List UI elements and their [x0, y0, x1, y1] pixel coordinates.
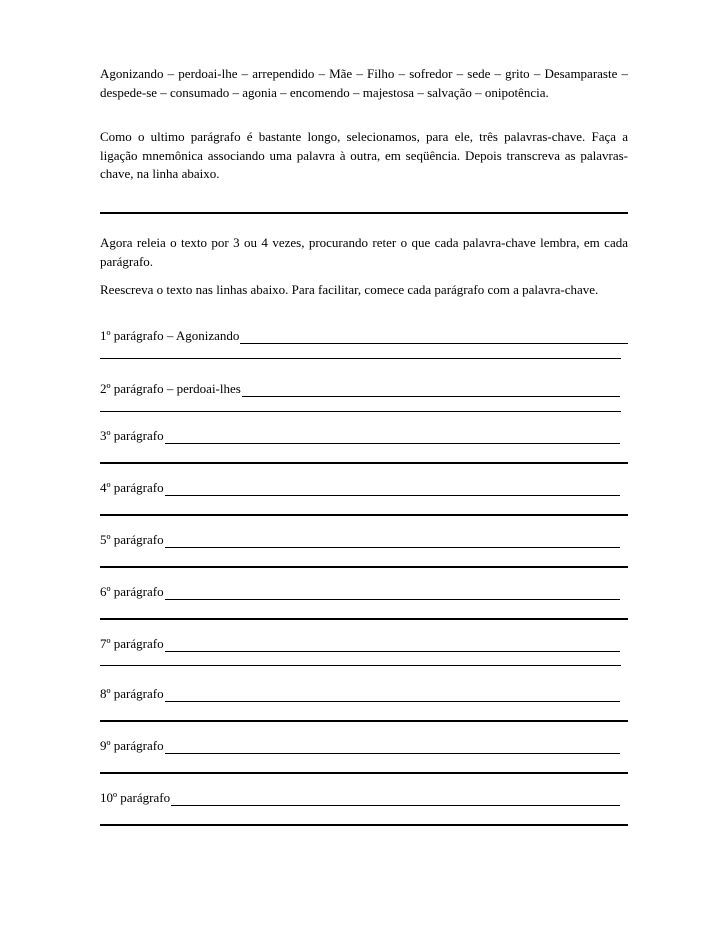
paragraph-7-write-line[interactable] — [165, 639, 620, 652]
paragraph-10-extra-line[interactable] — [100, 824, 628, 826]
paragraph-8-write-line[interactable] — [165, 689, 620, 702]
paragraph-4-extra-line[interactable] — [100, 514, 628, 516]
paragraph-10-label: 10º parágrafo — [100, 790, 171, 805]
paragraph-9-extra-line[interactable] — [100, 772, 628, 774]
paragraph-7-row — [100, 636, 620, 652]
paragraph-5-label: 5º parágrafo — [100, 532, 164, 547]
paragraph-1-label: 1º parágrafo – Agonizando — [100, 328, 240, 343]
paragraph-2-row — [100, 381, 620, 397]
paragraph-7-extra-line[interactable] — [100, 665, 621, 666]
paragraph-9-write-line[interactable] — [165, 741, 620, 754]
paragraph-6-extra-line[interactable] — [100, 618, 628, 620]
paragraph-6-row — [100, 584, 620, 600]
paragraph-6-write-line[interactable] — [165, 587, 620, 600]
keyword-list: Agonizando – perdoai-lhe – arrependido – Mãe – Filho – sofredor – sede – grito – Desamparaste – despede-se – consumado – agonia – encomendo – majestosa – salvação – onipotência. — [100, 66, 628, 100]
paragraph-3-write-line[interactable] — [165, 431, 620, 444]
paragraph-9-row — [100, 738, 620, 754]
paragraph-8-row — [100, 686, 620, 702]
paragraph-4-label: 4º parágrafo — [100, 480, 164, 495]
paragraph-3-row — [100, 428, 620, 444]
paragraph-7-label: 7º parágrafo — [100, 636, 164, 651]
paragraph-5-row — [100, 532, 620, 548]
paragraph-8-label: 8º parágrafo — [100, 686, 164, 701]
instruction-keywords: Como o ultimo parágrafo é bastante longo, selecionamos, para ele, três palavras-chave. Faça a ligação mnemônica associando uma palavra à outra, em seqüência. Depois transcreva as palavras-chave, na linha abaixo. — [100, 129, 628, 181]
paragraph-8-extra-line[interactable] — [100, 720, 628, 722]
paragraph-10-row — [100, 790, 620, 806]
paragraph-2-extra-line[interactable] — [100, 411, 621, 412]
paragraph-4-row — [100, 480, 620, 496]
paragraph-5-write-line[interactable] — [165, 535, 620, 548]
paragraph-1-row — [100, 328, 628, 344]
paragraph-3-extra-line[interactable] — [100, 462, 628, 464]
paragraph-1-write-line[interactable] — [240, 331, 628, 344]
paragraph-9-label: 9º parágrafo — [100, 738, 164, 753]
paragraph-3-label: 3º parágrafo — [100, 428, 164, 443]
paragraph-6-label: 6º parágrafo — [100, 584, 164, 599]
instruction-rewrite: Reescreva o texto nas linhas abaixo. Para facilitar, comece cada parágrafo com a palavra-chave. — [100, 282, 599, 297]
paragraph-4-write-line[interactable] — [165, 483, 620, 496]
paragraph-10-write-line[interactable] — [171, 793, 620, 806]
keywords-answer-line[interactable] — [100, 212, 628, 214]
paragraph-2-label: 2º parágrafo – perdoai-lhes — [100, 381, 241, 396]
instruction-reread: Agora releia o texto por 3 ou 4 vezes, procurando reter o que cada palavra-chave lembra, em cada parágrafo. — [100, 235, 628, 269]
paragraph-1-extra-line[interactable] — [100, 358, 621, 359]
paragraph-2-write-line[interactable] — [242, 384, 620, 397]
paragraph-5-extra-line[interactable] — [100, 566, 628, 568]
